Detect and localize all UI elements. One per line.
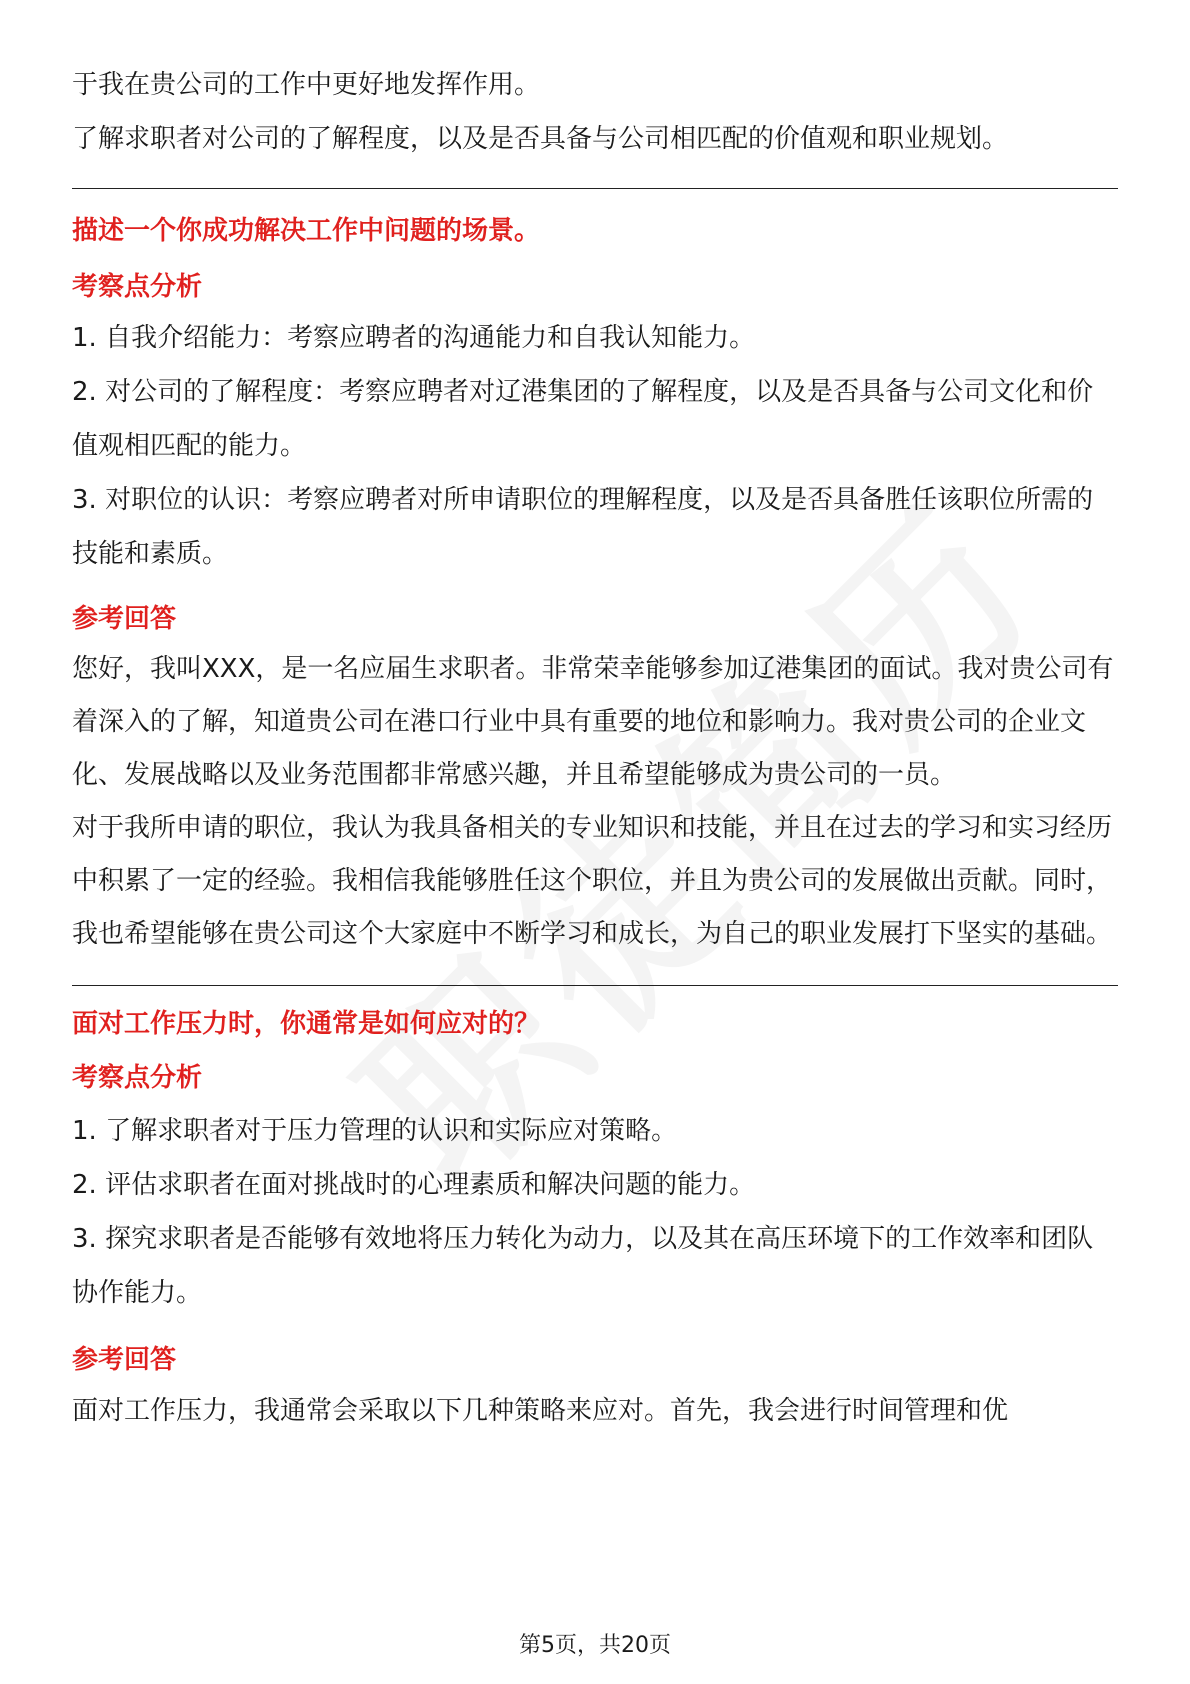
page-number: 第5页，共20页 (519, 1633, 671, 1658)
answer-paragraph: 面对工作压力，我通常会采取以下几种策略来应对。首先，我会进行时间管理和优 (72, 1396, 1009, 1426)
question-title: 面对工作压力时，你通常是如何应对的？ (72, 1009, 541, 1039)
answer-paragraph: 对于我所申请的职位，我认为我具备相关的专业知识和技能，并且在过去的学习和实习经历中积累了一定的经验。我相信我能够胜任这个职位，并且为贵公司的发展做出贡献。同时，我也希望能够在贵公司这个大家庭中不断学习和成长，为自己的职业发展打下坚实的基础。 (72, 813, 1113, 949)
answer-heading: 参考回答 (72, 604, 177, 634)
analysis-item: 1. 自我介绍能力：考察应聘者的沟通能力和自我认知能力。 (72, 323, 756, 353)
intro-line: 于我在贵公司的工作中更好地发挥作用。 (72, 70, 541, 100)
analysis-item: 1. 了解求职者对于压力管理的认识和实际应对策略。 (72, 1116, 678, 1146)
intro-line: 了解求职者对公司的了解程度，以及是否具备与公司相匹配的价值观和职业规划。 (72, 124, 1009, 154)
question-title: 描述一个你成功解决工作中问题的场景。 (72, 216, 541, 246)
analysis-item: 3. 探究求职者是否能够有效地将压力转化为动力，以及其在高压环境下的工作效率和团队协作能力。 (72, 1224, 1094, 1308)
divider (72, 188, 1118, 189)
analysis-heading: 考察点分析 (72, 1063, 203, 1093)
answer-heading: 参考回答 (72, 1345, 177, 1375)
page-content (72, 60, 1118, 1436)
divider (72, 985, 1118, 986)
analysis-item: 2. 评估求职者在面对挑战时的心理素质和解决问题的能力。 (72, 1170, 756, 1200)
answer-paragraph: 您好，我叫XXX，是一名应届生求职者。非常荣幸能够参加辽港集团的面试。我对贵公司有着深入的了解，知道贵公司在港口行业中具有重要的地位和影响力。我对贵公司的企业文化、发展战略以及业务范围都非常感兴趣，并且希望能够成为贵公司的一员。 (72, 654, 1114, 790)
analysis-item: 3. 对职位的认识：考察应聘者对所申请职位的理解程度，以及是否具备胜任该职位所需的技能和素质。 (72, 485, 1094, 569)
analysis-item: 2. 对公司的了解程度：考察应聘者对辽港集团的了解程度，以及是否具备与公司文化和价值观相匹配的能力。 (72, 377, 1094, 461)
analysis-heading: 考察点分析 (72, 272, 203, 302)
